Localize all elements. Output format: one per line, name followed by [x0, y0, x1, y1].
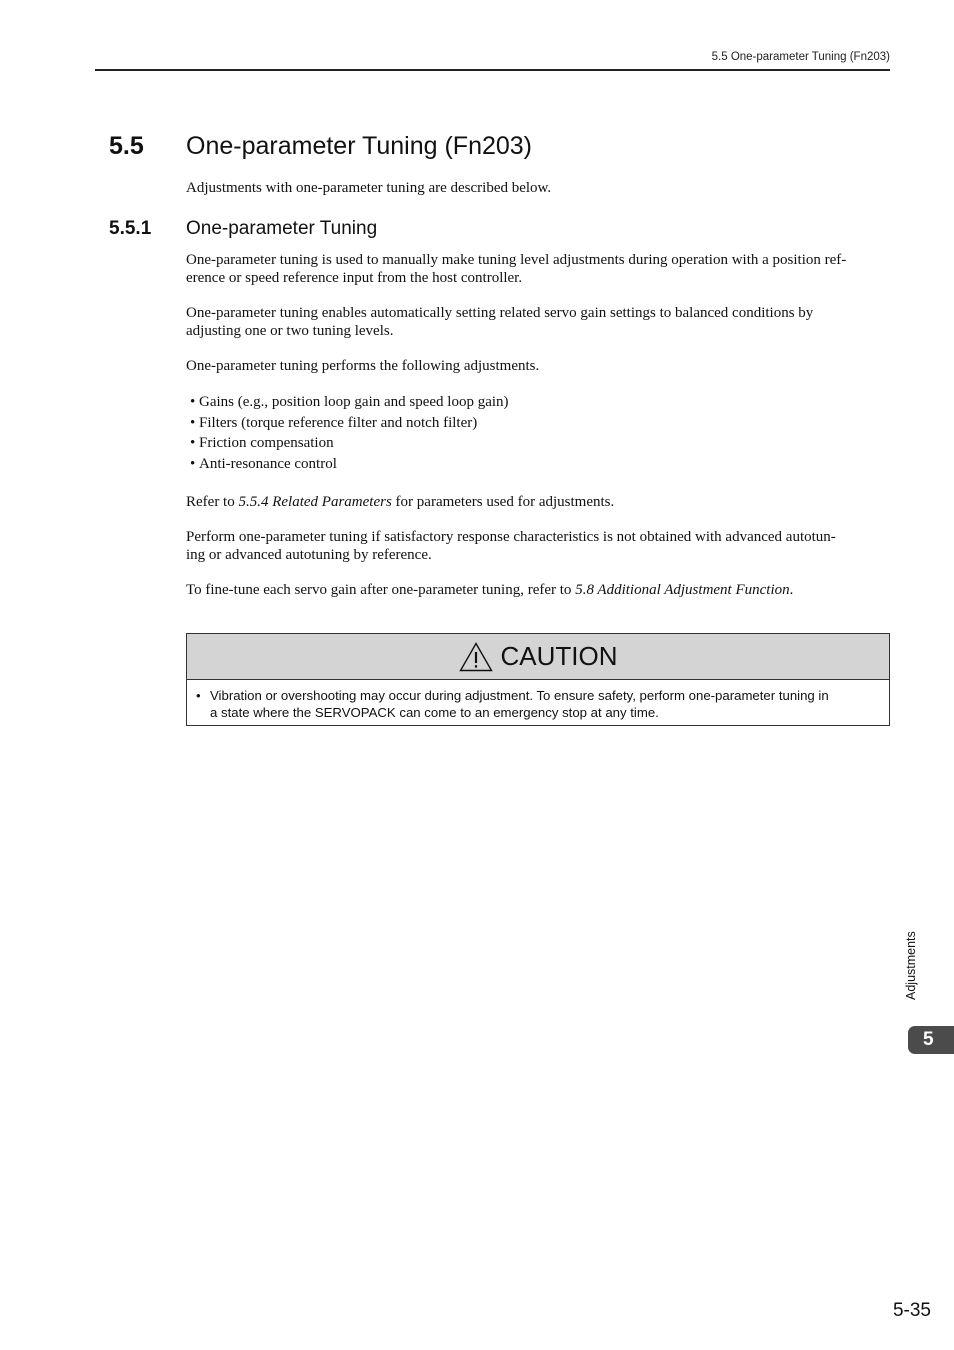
additional-adjustment-reference[interactable]: 5.8 Additional Adjustment Function: [575, 582, 790, 598]
paragraph-4-text-before: Refer to: [186, 494, 239, 510]
chapter-side-label: Adjustments: [904, 931, 918, 1000]
list-item: • Gains (e.g., position loop gain and speed loop gain): [190, 392, 509, 413]
warning-triangle-icon: [459, 642, 493, 672]
paragraph-1: [186, 251, 892, 287]
subsection-title: One-parameter Tuning: [186, 218, 378, 239]
paragraph-1-line-1: One-parameter tuning is used to manually make tuning level adjustments during operation with a position ref-: [186, 252, 847, 268]
related-parameters-reference[interactable]: 5.5.4 Related Parameters: [238, 494, 392, 510]
paragraph-6-text-before: To fine-tune each servo gain after one-parameter tuning, refer to: [186, 582, 576, 598]
list-item: • Friction compensation: [190, 433, 509, 454]
paragraph-4-text-after: for parameters used for adjustments.: [391, 494, 615, 510]
paragraph-6: [186, 581, 892, 599]
header-rule: [95, 69, 890, 71]
paragraph-5-line-1: Perform one-parameter tuning if satisfactory response characteristics is not obtained with advanced autotun-: [186, 529, 836, 545]
list-item: • Anti-resonance control: [190, 454, 509, 475]
paragraph-3: One-parameter tuning performs the following adjustments.: [186, 358, 540, 374]
paragraph-5-line-2: ing or advanced autotuning by reference.: [186, 547, 432, 563]
caution-body: [187, 680, 889, 721]
paragraph-4: [186, 493, 892, 511]
section-intro: Adjustments with one-parameter tuning are described below.: [186, 180, 552, 196]
paragraph-2-line-2: adjusting one or two tuning levels.: [186, 323, 394, 339]
adjustment-list: [190, 392, 509, 475]
section-title: One-parameter Tuning (Fn203): [186, 132, 533, 160]
caution-box: [186, 633, 890, 726]
paragraph-2: [186, 304, 892, 340]
list-item: • Filters (torque reference filter and notch filter): [190, 413, 509, 434]
caution-heading: CAUTION: [500, 641, 618, 671]
page-number: 5-35: [892, 1300, 931, 1321]
chapter-tab: 5: [908, 1026, 954, 1054]
caution-text-line-1: Vibration or overshooting may occur during adjustment. To ensure safety, perform one-parameter tuning in: [210, 688, 829, 703]
caution-text: [210, 687, 829, 721]
caution-header: [187, 634, 889, 680]
subsection-number: 5.5.1: [109, 218, 152, 239]
caution-text-line-2: a state where the SERVOPACK can come to an emergency stop at any time.: [210, 705, 659, 720]
paragraph-1-line-2: erence or speed reference input from the host controller.: [186, 270, 523, 286]
paragraph-5: [186, 528, 892, 564]
caution-bullet: •: [196, 688, 201, 703]
paragraph-6-text-after: .: [789, 582, 794, 598]
paragraph-2-line-1: One-parameter tuning enables automatically setting related servo gain settings to balanced conditions by: [186, 305, 814, 321]
section-number: 5.5: [109, 132, 144, 160]
running-head: 5.5 One-parameter Tuning (Fn203): [711, 51, 890, 63]
